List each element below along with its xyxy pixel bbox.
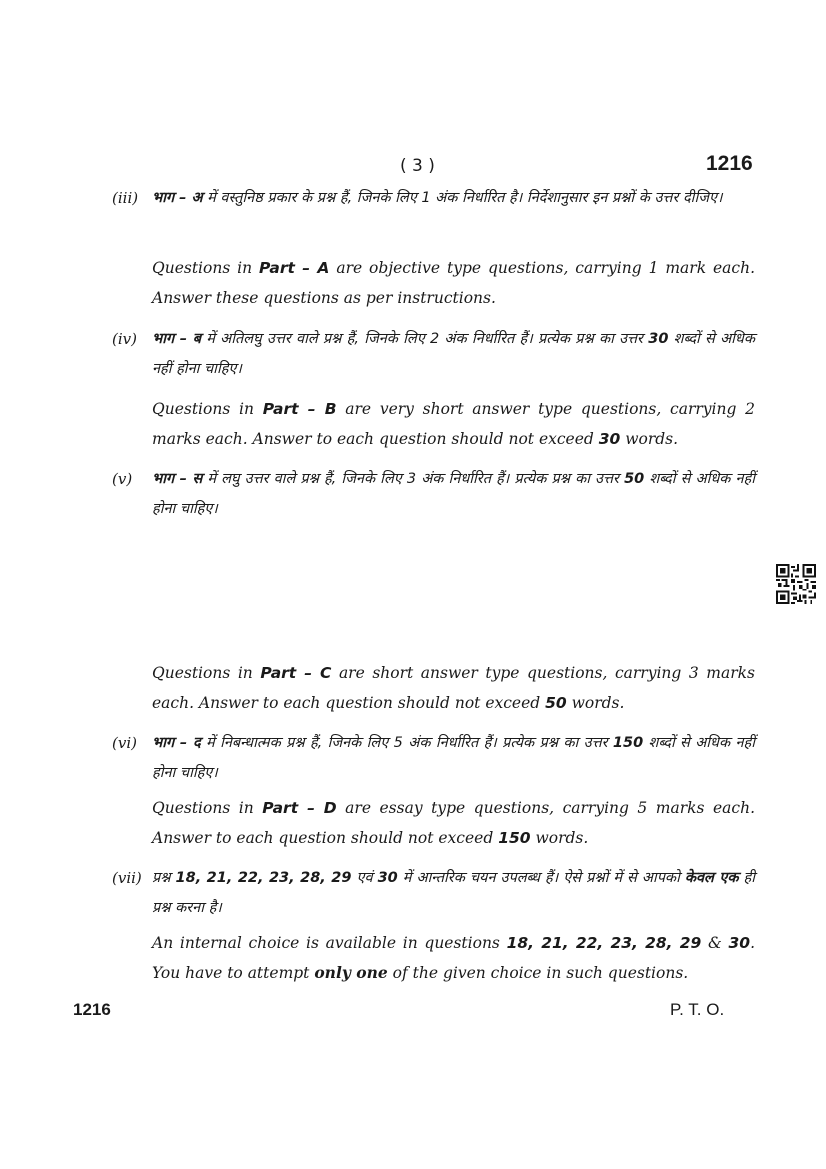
part-label: Part – C xyxy=(260,664,332,682)
instruction-text: शब्दों से अधिक नहीं होना चाहिए। xyxy=(152,331,755,377)
instruction-text: Questions in xyxy=(152,799,263,817)
instruction-text: are short answer type questions, carrying 3 marks each. Answer to each question should not exceed xyxy=(152,664,755,712)
english-instruction xyxy=(152,394,755,454)
english-instruction xyxy=(152,253,755,313)
instruction-text: . You have to attempt xyxy=(152,934,756,982)
instruction-text: में अतिलघु उत्तर वाले प्रश्न हैं, जिनके लिए 2 अंक निर्धारित हैं। प्रत्येक प्रश्न का उत्तर xyxy=(201,331,649,347)
item-number: (vi) xyxy=(112,734,137,752)
only-one-emphasis: only one xyxy=(314,963,388,982)
word-limit: 30 xyxy=(598,430,621,448)
only-one-emphasis: केवल एक xyxy=(684,870,739,886)
item-number: (vii) xyxy=(112,869,142,887)
instruction-text: words. xyxy=(620,430,679,448)
english-instruction xyxy=(152,793,755,853)
instruction-text: Questions in xyxy=(152,664,261,682)
instruction-text: ही प्रश्न करना है। xyxy=(152,870,755,916)
hindi-instruction xyxy=(152,324,755,384)
instruction-text: are essay type questions, carrying 5 marks each. Answer to each question should not exceed xyxy=(152,799,755,847)
instruction-text: में आन्तरिक चयन उपलब्ध हैं। ऐसे प्रश्नों में से आपको xyxy=(397,870,685,886)
part-label: Part – D xyxy=(262,799,337,817)
hindi-instruction xyxy=(152,728,755,788)
question-numbers: 18, 21, 22, 23, 28, 29 xyxy=(175,870,352,886)
paper-code-header: 1216 xyxy=(706,152,753,175)
question-numbers: 18, 21, 22, 23, 28, 29 xyxy=(506,934,702,952)
hindi-instruction xyxy=(152,863,755,923)
instruction-text: में लघु उत्तर वाले प्रश्न हैं, जिनके लिए 3 अंक निर्धारित हैं। प्रत्येक प्रश्न का उत्तर xyxy=(202,471,625,487)
question-number: 30 xyxy=(377,870,398,886)
part-label: भाग – ब xyxy=(152,331,201,347)
word-limit: 150 xyxy=(498,829,531,847)
instruction-text: एवं xyxy=(351,870,378,886)
instruction-text: में वस्तुनिष्ठ प्रकार के प्रश्न हैं, जिनके लिए 1 अंक निर्धारित है। निर्देशानुसार इन प्रश्नों के उत्तर दीजिए। xyxy=(202,190,723,206)
instruction-text: प्रश्न xyxy=(152,870,176,886)
instruction-text: words. xyxy=(530,829,589,847)
english-instruction xyxy=(152,658,755,718)
instruction-text: words. xyxy=(566,694,625,712)
instruction-text: of the given choice in such questions. xyxy=(387,964,689,982)
part-label: Part – B xyxy=(262,400,337,418)
instruction-text: शब्दों से अधिक नहीं होना चाहिए। xyxy=(152,471,755,517)
item-number: (v) xyxy=(112,470,133,488)
instruction-text: में निबन्धात्मक प्रश्न हैं, जिनके लिए 5 अंक निर्धारित हैं। प्रत्येक प्रश्न का उत्तर xyxy=(200,735,613,751)
hindi-instruction xyxy=(152,464,755,524)
word-limit: 50 xyxy=(545,694,567,712)
page-number: ( 3 ) xyxy=(400,156,435,176)
instruction-text: शब्दों से अधिक नहीं होना चाहिए। xyxy=(152,735,755,781)
part-label: भाग – द xyxy=(152,735,201,751)
instruction-text: are objective type questions, carrying 1 mark each. Answer these questions as per instructions. xyxy=(152,259,755,307)
pto-label: P. T. O. xyxy=(670,1000,725,1019)
part-label: Part – A xyxy=(259,259,330,277)
english-instruction xyxy=(152,928,755,988)
instruction-text: An internal choice is available in questions xyxy=(152,934,507,952)
item-number: (iv) xyxy=(112,330,137,348)
instruction-text: & xyxy=(701,934,729,952)
part-label: भाग – स xyxy=(152,471,203,487)
paper-code-footer: 1216 xyxy=(73,1000,111,1019)
item-number: (iii) xyxy=(112,189,139,207)
hindi-instruction xyxy=(152,183,755,213)
word-limit: 30 xyxy=(648,331,669,347)
part-label: भाग – अ xyxy=(152,190,203,206)
question-number: 30 xyxy=(728,934,751,952)
qr-code-icon xyxy=(776,564,816,604)
word-limit: 50 xyxy=(624,471,645,487)
instruction-text: Questions in xyxy=(152,259,260,277)
word-limit: 150 xyxy=(612,735,644,751)
instruction-text: Questions in xyxy=(152,400,263,418)
instruction-text: are very short answer type questions, carrying 2 marks each. Answer to each question should not exceed xyxy=(152,400,755,448)
